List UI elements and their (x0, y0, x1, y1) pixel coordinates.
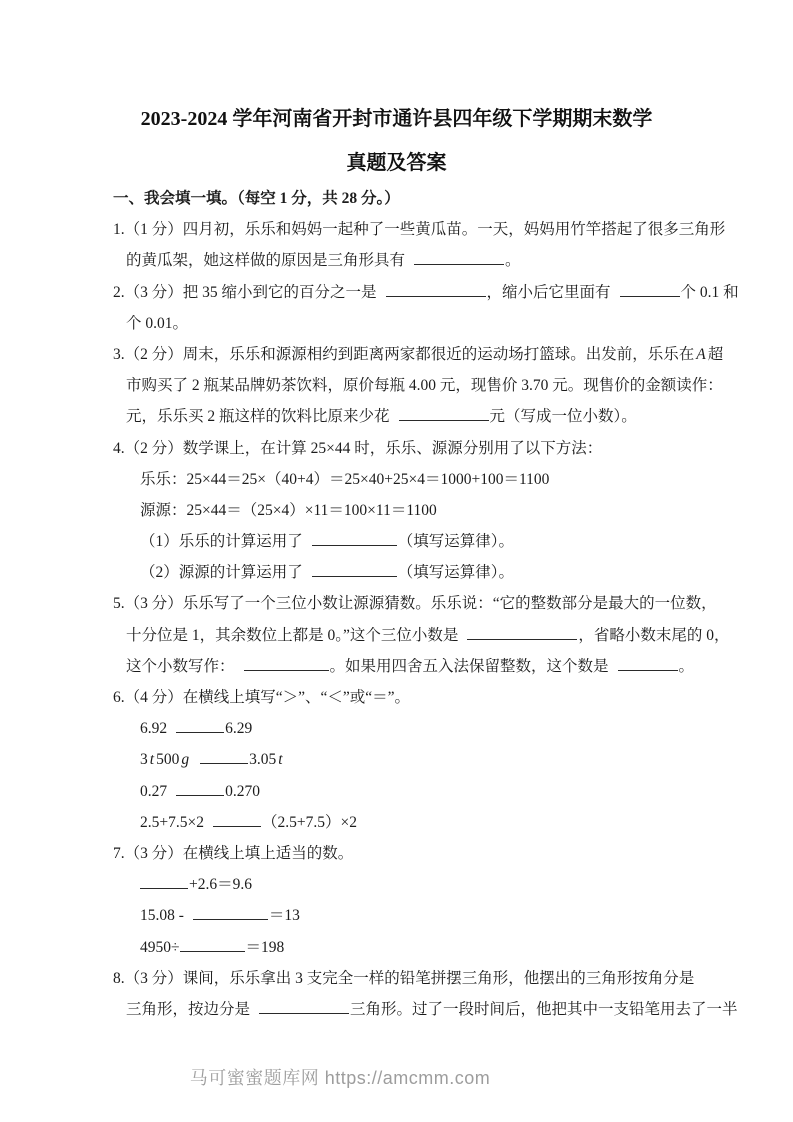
q6-item3 (140, 776, 793, 807)
q6-item4-left: 2.5+7.5×2 (140, 813, 204, 831)
q5-line3-text1: 这个小数写作： (126, 657, 235, 675)
q5-blank3-underline (618, 656, 678, 671)
q7-item2-left: 15.08 - (140, 907, 184, 925)
q6-item2-left1: 3 (140, 751, 148, 769)
q7-item2-blank-underline (193, 905, 268, 920)
q6-item2-blank-underline (200, 749, 248, 764)
q5-line2 (126, 620, 793, 651)
q6-item4 (140, 807, 793, 838)
q8-line2-text1: 三角形，按边分是 (126, 1000, 251, 1018)
q4-sub2 (140, 557, 793, 588)
q3-blank-underline (399, 406, 489, 421)
q6-item2 (140, 744, 793, 775)
q3-line3-text2: 元（写成一位小数）。 (489, 408, 637, 426)
q2-blank1-underline (386, 282, 486, 297)
q1-line2-period: 。 (505, 252, 521, 270)
q5-line3-text3: 。 (678, 657, 695, 675)
q6-item2-left2: 500 (156, 751, 180, 769)
q4-blank1-underline (312, 531, 397, 546)
watermark-footer: 马可蜜蜜题库网 https://amcmm.com (189, 1068, 491, 1088)
q2-line1-text3: 个 0.1 和 (680, 283, 739, 301)
q3-variable-a: A (696, 345, 706, 363)
title-line-2: 真题及答案 (346, 152, 447, 174)
q4-sub2-text2: （填写运算律）。 (397, 564, 515, 582)
q6-item1-left: 6.92 (140, 720, 168, 738)
q3-line1-text1: 3.（2 分）周末，乐乐和源源相约到距离两家都很近的运动场打篮球。出发前，乐乐在 (113, 345, 695, 363)
q5-line3 (126, 651, 793, 682)
q7-item3-left: 4950÷ (140, 938, 180, 956)
q4-sub2-text1: （2）源源的计算运用了 (140, 564, 303, 582)
q2-line2: 个 0.01。 (126, 314, 189, 332)
q8-line2 (126, 994, 793, 1025)
q7-item2 (140, 900, 793, 931)
q4-sub1-text1: （1）乐乐的计算运用了 (140, 533, 303, 551)
q7-item3-blank-underline (180, 937, 245, 952)
q6-variable-g: g (181, 751, 190, 769)
q6-item4-blank-underline (213, 812, 261, 827)
q7-item1 (140, 869, 793, 900)
q3-line2: 市购买了 2 瓶某品牌奶茶饮料，原价每瓶 4.00 元，现售价 3.70 元。现售价的金额读作： (126, 377, 723, 395)
q6-variable-t2: t (278, 751, 283, 769)
q5-line3-text2: 。如果用四舍五入法保留整数，这个数是 (329, 657, 609, 675)
q2-line1-text2: ，缩小后它里面有 (486, 283, 611, 301)
q7-item1-blank-underline (140, 874, 188, 889)
q4-sub1 (140, 526, 793, 557)
q5-line2-text2: ，省略小数末尾的 0， (578, 626, 730, 644)
q7-item2-right: ＝13 (268, 907, 300, 925)
q6-item1 (140, 713, 793, 744)
q5-line1: 5.（3 分）乐乐写了一个三位小数让源源猜数。乐乐说：“它的整数部分是最大的一位数， (113, 595, 717, 613)
q5-blank1-underline (467, 625, 577, 640)
document-title (0, 97, 793, 185)
q6-item4-right: （2.5+7.5）×2 (261, 813, 357, 831)
q7-item3-right: ＝198 (245, 938, 285, 956)
q8-blank-underline (259, 999, 349, 1014)
q4-method-yuanyuan: 源源：25×44＝（25×4）×11＝100×11＝1100 (140, 501, 437, 519)
q8-line2-text2: 三角形。过了一段时间后，他把其中一支铅笔用去了一半 (350, 1000, 738, 1018)
q5-blank2-underline (244, 656, 329, 671)
q1-line1: 1.（1 分）四月初，乐乐和妈妈一起种了一些黄瓜苗。一天，妈妈用竹竿搭起了很多三角形 (113, 221, 726, 239)
q6-variable-t1: t (149, 751, 155, 769)
exam-content (0, 183, 793, 1025)
q7-line1: 7.（3 分）在横线上填上适当的数。 (113, 844, 354, 862)
q7-item1-text: +2.6＝9.6 (189, 876, 252, 894)
q3-line3-text1: 元，乐乐买 2 瓶这样的饮料比原来少花 (126, 408, 390, 426)
q6-item3-left: 0.27 (140, 782, 168, 800)
q4-line1: 4.（2 分）数学课上，在计算 25×44 时，乐乐、源源分别用了以下方法： (113, 439, 603, 457)
q6-item2-right: 3.05 (249, 751, 277, 769)
q5-line2-text1: 十分位是 1，其余数位上都是 0。”这个三位小数是 (126, 626, 459, 644)
q3-line3 (126, 401, 793, 432)
q1-blank-underline (414, 250, 504, 265)
q1-line2 (126, 245, 793, 276)
q6-item3-right: 0.270 (225, 782, 260, 800)
section1-heading: 一、我会填一填。（每空 1 分，共 28 分。） (113, 190, 400, 207)
q4-blank2-underline (312, 562, 397, 577)
q7-item3 (140, 932, 793, 963)
q6-line1: 6.（4 分）在横线上填写“＞”、“＜”或“＝”。 (113, 689, 411, 706)
q3-line1 (113, 339, 793, 370)
q4-method-lele: 乐乐：25×44＝25×（40+4）＝25×40+25×4＝1000+100＝1100 (140, 470, 550, 488)
q1-line2-text: 的黄瓜架，她这样做的原因是三角形具有 (126, 252, 406, 270)
q6-item1-right: 6.29 (225, 720, 253, 738)
q2-blank2-underline (620, 282, 680, 297)
q4-sub1-text2: （填写运算律）。 (397, 533, 515, 551)
q2-line1 (113, 277, 793, 308)
title-line-1: 2023-2024 学年河南省开封市通许县四年级下学期期末数学 (140, 108, 653, 130)
q6-item1-blank-underline (176, 718, 224, 733)
q3-line1-text2: 超 (707, 345, 724, 363)
q2-line1-text1: 2.（3 分）把 35 缩小到它的百分之一是 (113, 283, 377, 301)
q6-item3-blank-underline (176, 781, 224, 796)
q8-line1: 8.（3 分）课间，乐乐拿出 3 支完全一样的铅笔拼摆三角形，他摆出的三角形按角分是 (113, 969, 695, 987)
